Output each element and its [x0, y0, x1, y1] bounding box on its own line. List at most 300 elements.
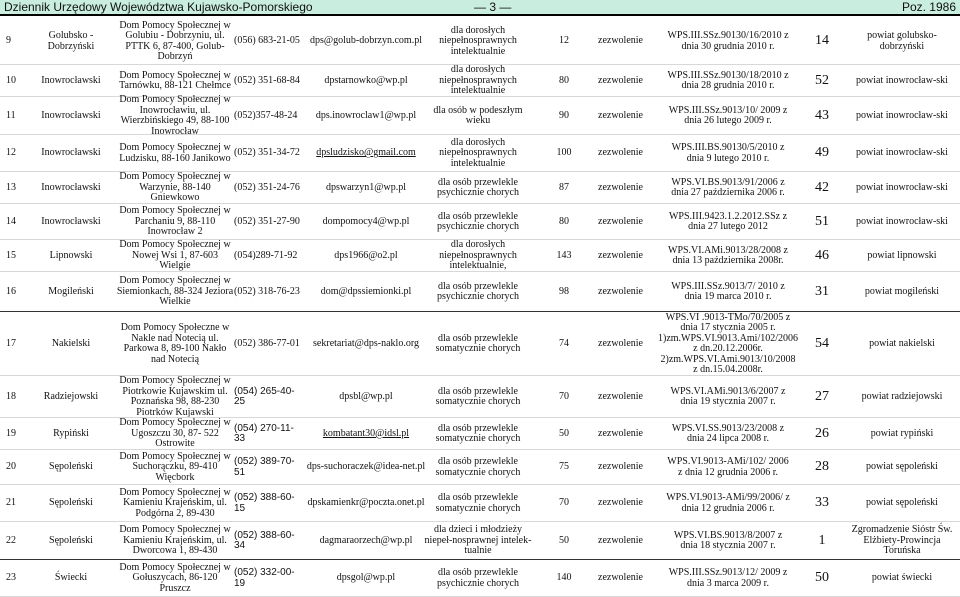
email-address	[306, 450, 426, 485]
facility-type	[424, 204, 532, 240]
decision-reference-text: WPS.III.SSz.9013/7/ 2010 z dnia 19 marca 2010 r.	[671, 280, 785, 302]
years-count-text: 46	[815, 247, 829, 263]
permit-status-text: zezwolenie	[598, 427, 643, 439]
decision-reference	[664, 18, 792, 65]
facility-type	[424, 65, 532, 97]
email-address-text: dompomocy4@wp.pl	[322, 215, 410, 227]
administrator-text: powiat inowrocław-ski	[856, 109, 948, 121]
facility-type	[424, 485, 532, 522]
phone-number	[234, 376, 304, 418]
phone-number-text: (052) 388-60-34	[234, 529, 295, 551]
email-address-text: dagmaraorzech@wp.pl	[319, 534, 413, 546]
permit-status-text: zezwolenie	[598, 35, 643, 47]
facility-name-text: Dom Pomocy Społecznej w Gołuszycach, 86-120 Pruszcz	[119, 561, 231, 594]
years-count-text: 26	[815, 425, 829, 441]
county-name-text: Sępoleński	[49, 461, 93, 473]
places-count-text: 70	[559, 497, 569, 509]
email-link[interactable]: dpsludzisko@gmail.com	[316, 147, 416, 159]
decision-reference	[664, 272, 792, 312]
places-count	[534, 172, 594, 204]
facility-type-text: dla dorosłych niepełnosprawnych intelektualnie	[439, 24, 517, 57]
administrator	[846, 18, 958, 65]
permit-status	[598, 240, 662, 272]
places-count-text: 75	[559, 461, 569, 473]
permit-status	[598, 560, 662, 597]
facility-name-text: Dom Pomocy Społecznej w Golubiu - Dobrzyniu, ul. PTTK 6, 87-400, Golub-Dobrzyń	[119, 19, 231, 62]
email-address-text: dom@dpssiemionki.pl	[320, 285, 412, 297]
phone-number	[234, 312, 304, 376]
permit-status-text: zezwolenie	[598, 181, 643, 193]
facility-type	[424, 135, 532, 172]
county-name-text: Sępoleński	[49, 534, 93, 546]
facility-name-text: Dom Pomocy Społecznej w Kamieniu Krajeńskim, ul. Dworcowa 1, 89-430	[119, 524, 231, 557]
facility-type-text: dla osób przewlekle psychicznie chorych	[437, 567, 519, 589]
permit-status-text: zezwolenie	[598, 572, 643, 584]
facility-type	[424, 97, 532, 135]
email-address-text: sekretariat@dps-naklo.org	[313, 337, 419, 349]
county-name	[26, 240, 116, 272]
permit-status-text: zezwolenie	[598, 74, 643, 86]
email-address	[306, 97, 426, 135]
administrator-text: powiat lipnowski	[867, 249, 937, 261]
places-count-text: 50	[559, 534, 569, 546]
permit-status-text: zezwolenie	[598, 109, 643, 121]
administrator	[846, 204, 958, 240]
table-row	[0, 522, 960, 560]
facility-type-text: dla osób przewlekle somatycznie chorych	[435, 422, 521, 444]
places-count	[534, 485, 594, 522]
facility-type-text: dla osób przewlekle somatycznie chorych	[435, 492, 521, 514]
county-name	[26, 18, 116, 65]
facility-type	[424, 312, 532, 376]
facility-type-text: dla dorosłych niepełnosprawnych intelektualnie,	[439, 239, 517, 272]
places-count	[534, 272, 594, 312]
administrator-text: powiat inowrocław-ski	[856, 74, 948, 86]
facility-type	[424, 18, 532, 65]
facility-type	[424, 376, 532, 418]
years-count-text: 43	[815, 107, 829, 123]
facility-type-text: dla osób przewlekle psychicznie chorych	[437, 210, 519, 232]
email-address	[306, 240, 426, 272]
table-row	[0, 560, 960, 597]
facility-name	[116, 560, 234, 597]
years-count	[792, 204, 852, 240]
permit-status	[598, 376, 662, 418]
county-name-text: Lipnowski	[49, 249, 93, 261]
facility-name	[116, 204, 234, 240]
permit-status	[598, 97, 662, 135]
email-address-text: dpswarzyn1@wp.pl	[325, 181, 407, 193]
email-address-text: dps@golub-dobrzyn.com.pl	[310, 35, 422, 47]
county-name-text: Nakielski	[51, 337, 91, 349]
row-number-text: 15	[6, 249, 16, 261]
places-count	[534, 135, 594, 172]
permit-status	[598, 172, 662, 204]
places-count-text: 12	[559, 35, 569, 47]
places-count	[534, 65, 594, 97]
phone-number-text: (052) 351-24-76	[234, 181, 300, 193]
email-address	[306, 18, 426, 65]
row-number	[6, 172, 24, 204]
years-count	[792, 65, 852, 97]
facility-name-text: Dom Pomocy Społecznej w Parchaniu 9, 88-110 Inowrocław 2	[119, 205, 231, 238]
row-number-text: 19	[6, 427, 16, 439]
years-count	[792, 522, 852, 560]
facility-name	[116, 376, 234, 418]
years-count	[792, 240, 852, 272]
years-count	[792, 312, 852, 376]
phone-number	[234, 240, 304, 272]
row-number	[6, 376, 24, 418]
row-number-text: 17	[6, 337, 16, 349]
administrator-text: powiat nakielski	[869, 337, 935, 349]
permit-status-text: zezwolenie	[598, 337, 643, 349]
county-name-text: Inowrocławski	[41, 181, 101, 193]
years-count-text: 31	[815, 283, 829, 299]
table-row	[0, 135, 960, 172]
facility-type	[424, 522, 532, 560]
email-address-text: dps.inowroclaw1@wp.pl	[315, 109, 417, 121]
row-number	[6, 204, 24, 240]
position-number: Poz. 1986	[901, 0, 956, 14]
administrator-text: powiat sępoleński	[866, 497, 938, 509]
facility-name-text: Dom Pomocy Społecznej w Ugoszczu 30, 87- 522 Ostrowite	[119, 417, 231, 450]
phone-number-text: (052) 318-76-23	[234, 285, 300, 297]
county-name-text: Sępoleński	[49, 497, 93, 509]
table-row	[0, 65, 960, 97]
facility-type-text: dla dorosłych niepełnosprawnych intelektualnie	[439, 64, 517, 97]
county-name	[26, 97, 116, 135]
phone-number	[234, 560, 304, 597]
county-name-text: Inowrocławski	[41, 147, 101, 159]
places-count	[534, 18, 594, 65]
table-row	[0, 272, 960, 312]
decision-reference-text: WPS.VI.9013-AMi/99/2006/ z dnia 12 grudnia 2006 r.	[666, 492, 790, 514]
places-count-text: 70	[559, 390, 569, 402]
email-address	[306, 560, 426, 597]
phone-number-text: (054)289-71-92	[234, 249, 298, 261]
row-number	[6, 522, 24, 560]
facility-type	[424, 240, 532, 272]
places-count	[534, 418, 594, 450]
years-count-text: 50	[815, 570, 829, 586]
phone-number-text: (052) 332-00-19	[234, 567, 295, 589]
administrator	[846, 272, 958, 312]
decision-reference-text: WPS.III.9423.1.2.2012.SSz z dnia 27 lutego 2012	[668, 210, 788, 232]
administrator-text: powiat inowrocław-ski	[856, 215, 948, 227]
facility-name	[116, 172, 234, 204]
places-count	[534, 450, 594, 485]
facility-type-text: dla osób przewlekle psychicznie chorych	[437, 176, 519, 198]
phone-number-text: (052) 351-68-84	[234, 74, 300, 86]
years-count	[792, 18, 852, 65]
email-address	[306, 522, 426, 560]
permit-status	[598, 135, 662, 172]
decision-reference-text: WPS.VI.AMi.9013/28/2008 z dnia 13 października 2008r.	[668, 244, 788, 266]
decision-reference	[664, 376, 792, 418]
administrator-text: powiat inowrocław-ski	[856, 147, 948, 159]
decision-reference-text: WPS.III.BS.90130/5/2010 z dnia 9 lutego 2010 r.	[671, 142, 785, 164]
row-number	[6, 65, 24, 97]
page-number: — 3 —	[474, 0, 512, 14]
administrator	[846, 312, 958, 376]
table-row	[0, 94, 960, 137]
email-address	[306, 172, 426, 204]
facility-type-text: dla osób przewlekle somatycznie chorych	[435, 332, 521, 354]
years-count-text: 27	[815, 388, 829, 404]
facility-name	[116, 18, 234, 65]
places-count-text: 90	[559, 109, 569, 121]
decision-reference-text: WPS.III.SSz.9013/12/ 2009 z dnia 3 marca 2009 r.	[668, 567, 788, 589]
places-count-text: 74	[559, 337, 569, 349]
county-name	[26, 376, 116, 418]
county-name	[26, 450, 116, 485]
row-number	[6, 272, 24, 312]
places-count-text: 87	[559, 181, 569, 193]
places-count	[534, 560, 594, 597]
places-count-text: 100	[556, 147, 572, 159]
places-count-text: 80	[559, 215, 569, 227]
permit-status-text: zezwolenie	[598, 390, 643, 402]
administrator	[846, 240, 958, 272]
places-count	[534, 204, 594, 240]
row-number-text: 20	[6, 461, 16, 473]
phone-number	[234, 204, 304, 240]
facility-type	[424, 172, 532, 204]
facility-type-text: dla dzieci i młodzieży niepeł-nosprawnej intelek-tualnie	[424, 524, 532, 557]
table-row	[0, 376, 960, 418]
places-count-text: 80	[559, 74, 569, 86]
years-count	[792, 485, 852, 522]
document-header	[0, 0, 960, 14]
table-row	[0, 418, 960, 450]
years-count-text: 54	[815, 335, 829, 351]
county-name-text: Inowrocławski	[41, 215, 101, 227]
facility-type	[424, 450, 532, 485]
facility-name-text: Dom Pomocy Społecznej w Piotrkowie Kujawskim ul. Poznańska 98, 88-230 Piotrków Kujawski	[119, 375, 231, 418]
permit-status	[598, 450, 662, 485]
facility-type-text: dla osób przewlekle psychicznie chorych	[437, 280, 519, 302]
email-link[interactable]: kombatant30@idsl.pl	[322, 427, 410, 439]
row-number	[6, 560, 24, 597]
facility-name	[116, 65, 234, 97]
row-number	[6, 135, 24, 172]
email-address	[306, 272, 426, 312]
facility-type-text: dla osób w podeszłym wieku	[433, 104, 523, 126]
years-count	[792, 450, 852, 485]
administrator	[846, 485, 958, 522]
phone-number	[234, 485, 304, 522]
county-name	[26, 135, 116, 172]
county-name	[26, 522, 116, 560]
permit-status	[598, 204, 662, 240]
row-number-text: 9	[6, 35, 11, 47]
decision-reference	[664, 172, 792, 204]
email-address	[306, 65, 426, 97]
decision-reference	[664, 450, 792, 485]
permit-status-text: zezwolenie	[598, 249, 643, 261]
places-count	[534, 97, 594, 135]
years-count-text: 33	[815, 495, 829, 511]
administrator	[846, 172, 958, 204]
years-count	[792, 418, 852, 450]
facility-name-text: Dom Pomocy Społecznej w Tarnówku, 88-121 Chełmce	[119, 69, 231, 91]
administrator	[846, 418, 958, 450]
county-name	[26, 418, 116, 450]
county-name	[26, 272, 116, 312]
administrator-text: Zgromadzenie Sióstr Św. Elżbiety-Prowincja Toruńska	[851, 524, 953, 557]
phone-number-text: (054) 265-40-25	[234, 385, 295, 407]
decision-reference	[664, 97, 792, 135]
facility-name-text: Dom Pomocy Społecznej w Inowrocławiu, ul. Wierzbińskiego 49, 88-100 Inowrocław	[119, 94, 231, 137]
row-number	[6, 485, 24, 522]
facility-type	[424, 272, 532, 312]
administrator	[846, 450, 958, 485]
places-count-text: 50	[559, 427, 569, 439]
decision-reference	[658, 311, 798, 376]
years-count	[792, 272, 852, 312]
years-count-text: 42	[815, 179, 829, 195]
administrator-text: powiat golubsko-dobrzyński	[867, 30, 937, 52]
row-number-text: 18	[6, 390, 16, 402]
administrator-text: powiat radziejowski	[861, 390, 943, 402]
phone-number-text: (052) 388-60-15	[234, 492, 295, 514]
county-name	[26, 485, 116, 522]
row-number-text: 22	[6, 534, 16, 546]
row-number-text: 12	[6, 147, 16, 159]
decision-reference-text: WPS.III.SSz.90130/18/2010 z dnia 28 grudnia 2010 r.	[667, 69, 789, 91]
header-rule	[0, 14, 960, 16]
email-address-text: dpstarnowko@wp.pl	[324, 74, 408, 86]
decision-reference	[664, 65, 792, 97]
table-row	[0, 18, 960, 65]
decision-reference	[664, 418, 792, 450]
row-number-text: 10	[6, 74, 16, 86]
decision-reference-text: WPS.VI .9013-TMo/70/2005 z dnia 17 stycznia 2005 r. 1)zm.WPS.VI.9013.Ami/102/2006 z dn.20.12.2006r. 2)zm.WPS.VI.Ami.9013/10/2008 z dn.15.04.2008r.	[658, 311, 798, 375]
facility-name	[116, 522, 234, 560]
facility-type-text: dla dorosłych niepełnosprawnych intelektualnie	[439, 136, 517, 169]
facility-name	[116, 312, 234, 376]
row-number-text: 21	[6, 497, 16, 509]
row-number	[6, 97, 24, 135]
places-count	[534, 312, 594, 376]
table-row	[0, 485, 960, 522]
administrator-text: powiat inowrocław-ski	[856, 181, 948, 193]
places-count-text: 140	[556, 572, 572, 584]
county-name-text: Inowrocławski	[41, 74, 101, 86]
phone-number	[234, 18, 304, 65]
row-number-text: 13	[6, 181, 16, 193]
table-row	[0, 204, 960, 240]
row-number	[6, 312, 24, 376]
email-address	[306, 376, 426, 418]
decision-reference-text: WPS.VI.9013-AMi/102/ 2006 z dnia 12 grudnia 2006 r.	[667, 456, 789, 478]
email-address-text: dps-suchoraczek@idea-net.pl	[306, 461, 426, 473]
email-address	[306, 485, 426, 522]
years-count-text: 49	[815, 145, 829, 161]
years-count	[792, 97, 852, 135]
facility-type-text: dla osób przewlekle somatycznie chorych	[435, 456, 521, 478]
years-count-text: 51	[815, 213, 829, 229]
years-count-text: 52	[815, 72, 829, 88]
years-count-text: 28	[815, 459, 829, 475]
phone-number-text: (052) 386-77-01	[234, 337, 300, 349]
row-number	[6, 18, 24, 65]
county-name	[26, 312, 116, 376]
years-count	[792, 172, 852, 204]
years-count-text: 1	[818, 532, 826, 548]
permit-status-text: zezwolenie	[598, 461, 643, 473]
decision-reference	[664, 135, 792, 172]
phone-number-text: (052) 389-70-51	[234, 456, 295, 478]
administrator	[846, 560, 958, 597]
row-number	[6, 240, 24, 272]
phone-number	[234, 418, 304, 450]
permit-status-text: zezwolenie	[598, 285, 643, 297]
administrator	[846, 376, 958, 418]
county-name-text: Golubsko - Dobrzyński	[47, 30, 95, 52]
permit-status-text: zezwolenie	[598, 497, 643, 509]
county-name-text: Inowrocławski	[41, 109, 101, 121]
decision-reference	[664, 522, 792, 560]
phone-number-text: (052) 351-27-90	[234, 215, 300, 227]
facility-name-text: Dom Pomocy Społecznej w Ludzisku, 88-160 Janikowo	[119, 142, 231, 164]
permit-status	[598, 485, 662, 522]
facility-name	[116, 418, 234, 450]
county-name	[26, 560, 116, 597]
places-count-text: 98	[559, 285, 569, 297]
phone-number-text: (052) 351-34-72	[234, 147, 300, 159]
decision-reference-text: WPS.VI.BS.9013/8/2007 z dnia 18 stycznia 2007 r.	[673, 529, 783, 551]
email-address-text: dpsgol@wp.pl	[336, 572, 396, 584]
phone-number	[234, 172, 304, 204]
county-name-text: Radziejowski	[43, 390, 99, 402]
row-number-text: 23	[6, 572, 16, 584]
phone-number	[234, 97, 304, 135]
facility-name-text: Dom Pomocy Społecznej w Suchorączku, 89-410 Więcbork	[119, 450, 231, 483]
phone-number	[234, 135, 304, 172]
decision-reference-text: WPS.VI.BS.9013/91/2006 z dnia 27 października 2006 r.	[671, 176, 785, 198]
facility-name-text: Dom Pomocy Społecznej w Warzynie, 88-140 Gniewkowo	[119, 171, 231, 204]
administrator-text: powiat sępoleński	[866, 461, 938, 473]
places-count	[534, 376, 594, 418]
email-address	[306, 418, 426, 450]
phone-number-text: (054) 270-11-33	[234, 422, 294, 444]
phone-number-text: (056) 683-21-05	[234, 35, 300, 47]
facility-name	[116, 450, 234, 485]
decision-reference-text: WPS.VI.SS.9013/23/2008 z dnia 24 lipca 2008 r.	[671, 422, 785, 444]
places-count-text: 143	[556, 249, 572, 261]
table-row	[0, 450, 960, 485]
years-count	[792, 135, 852, 172]
facility-name	[116, 272, 234, 312]
years-count	[792, 376, 852, 418]
facility-name	[116, 485, 234, 522]
places-count	[534, 240, 594, 272]
permit-status	[598, 65, 662, 97]
facility-name-text: Dom Pomocy Społecznej w Nowej Wsi 1, 87-603 Wielgie	[119, 239, 231, 272]
facility-name-text: Dom Pomocy Społecznej w Siemionkach, 88-324 Jeziora Wielkie	[116, 275, 234, 308]
row-number-text: 11	[6, 109, 16, 121]
decision-reference	[664, 204, 792, 240]
table-row	[0, 312, 960, 376]
county-name	[26, 204, 116, 240]
journal-title: Dziennik Urzędowy Województwa Kujawsko-Pomorskiego	[4, 0, 313, 14]
facility-name-text: Dom Pomocy Społecznej w Kamieniu Krajeńskim, ul. Podgórna 2, 89-430	[119, 486, 231, 519]
email-address	[306, 312, 426, 376]
facility-name	[116, 240, 234, 272]
facility-name	[116, 94, 234, 137]
